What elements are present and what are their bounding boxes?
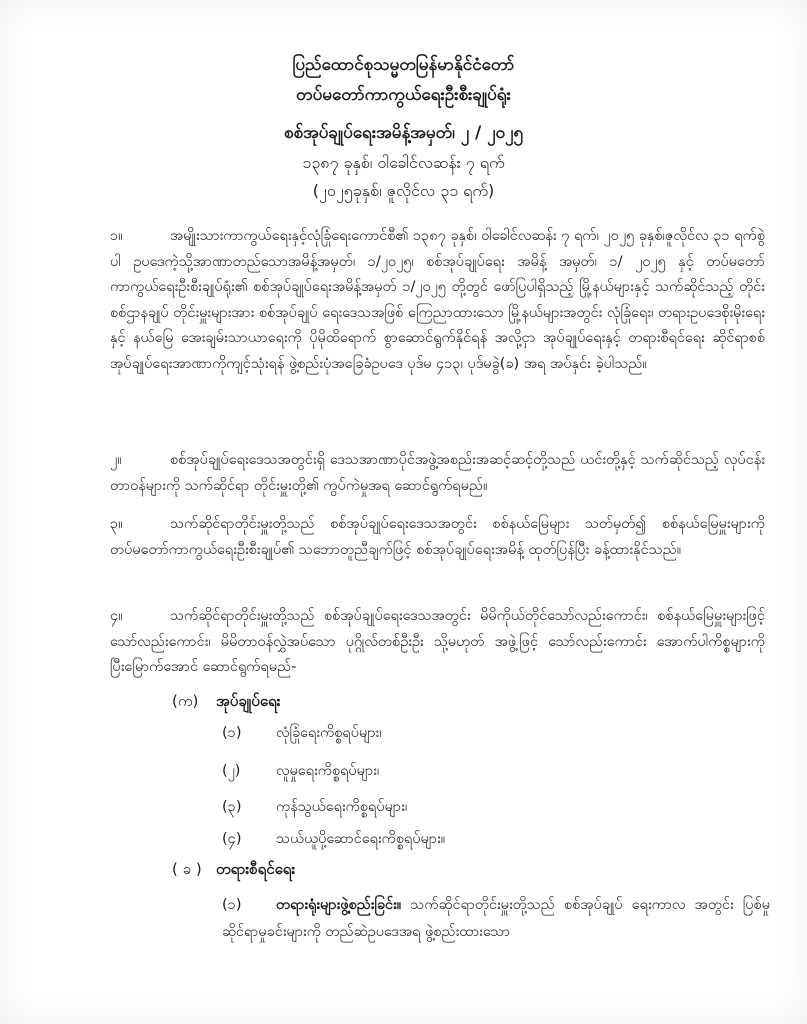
item-number: (၁) xyxy=(222,725,242,741)
paragraph-number: ၄။ xyxy=(110,608,123,624)
date-gregorian: (၂၀၂၅ခုနှစ်၊ ဇူလိုင်လ ၃၁ ရက်) xyxy=(312,181,495,200)
item-text: သယ်ယူပို့ဆောင်ရေးကိစ္စရပ်များ။ xyxy=(276,831,446,847)
list-item xyxy=(222,762,379,783)
order-title: စစ်အုပ်ချုပ်ရေးအမိန့်အမှတ်၊ ၂ / ၂၀၂၅ xyxy=(284,123,523,143)
paragraph-3 xyxy=(110,512,765,563)
item-number: (၂) xyxy=(222,763,241,779)
section-title: အုပ်ချုပ်ရေး xyxy=(216,692,281,710)
paragraph-text: အမျိုးသားကာကွယ်ရေးနှင့်လုံခြုံရေးကောင်စီ၏ ၁၃၈၇ ခုနှစ်၊ ဝါခေါင်လဆန်း ၇ ရက်၊ ၂၀၂၅ ခုနှစ်၊ဇူလိုင်လ ၃၁ ရက်စွဲပါ ဥပဒေကဲ့သို့အာဏာတည်သောအမိန့်အမှတ်၊ ၁/၂၀၂၅၊ စစ်အုပ်ချုပ်ရေး အမိန့် အမှတ်၊ ၁/ ၂၀၂၅ နှင့် တပ်မတော်ကာကွယ်ရေးဦးစီးချုပ်ရုံး၏ စစ်အုပ်ချုပ်ရေးအမိန့်အမှတ် ၁/၂၀၂၅ တို့တွင် ဖော်ပြပါရှိသည့် မြို့နယ်များနှင့် သက်ဆိုင်သည့် တိုင်းစစ်ဌာနချုပ် တိုင်းမှူးများအား စစ်အုပ်ချုပ် ရေးဒေသအဖြစ် ကြေညာထားသော မြို့နယ်များအတွင်း လုံခြုံရေး၊ တရားဥပဒေစိုးမိုးရေးနှင့် နယ်မြေ အေးချမ်းသာယာရေးကို ပိုမိုထိရောက် စွာဆောင်ရွက်နိုင်ရန် အလို့ငှာ အုပ်ချုပ်ရေးနှင့် တရားစီရင်ရေး ဆိုင်ရာစစ်အုပ်ချုပ်ရေးအာဏာကိုကျင့်သုံးရန် ဖွဲ့စည်းပုံအခြေခံဥပဒေ ပုဒ်မ ၄၁၃၊ ပုဒ်မခွဲ(ခ) အရ အပ်နှင်း ခဲ့ပါသည်။ xyxy=(110,228,765,372)
item-number: (၁) xyxy=(222,897,242,913)
item-text: သက်ဆိုင်ရာတိုင်းမှူးတို့သည် စစ်အုပ်ချုပ် ရေးကာလ အတွင်း ပြစ်မှုဆိုင်ရာမှုခင်းများကို တည်ဆဲဥပဒေအရ ဖွဲ့စည်းထားသော xyxy=(222,897,770,940)
header-country: ပြည်ထောင်စုသမ္မတမြန်မာနိုင်ငံတော် xyxy=(292,55,515,75)
item-number: (၄) xyxy=(222,831,242,847)
item-text: လုံခြုံရေးကိစ္စရပ်များ၊ xyxy=(276,725,382,741)
paragraph-2 xyxy=(110,448,765,499)
list-item xyxy=(222,798,407,819)
paragraph-text: သက်ဆိုင်ရာတိုင်းမှူးတို့သည် စစ်အုပ်ချုပ်ရေးဒေသအတွင်း စစ်နယ်မြေများ သတ်မှတ်၍ စစ်နယ်မြေမှူးများကို တပ်မတော်ကာကွယ်ရေးဦးစီးချုပ်၏ သဘောတူညီချက်ဖြင့် စစ်အုပ်ချုပ်ရေးအမိန့် ထုတ်ပြန်ပြီး ခန့်ထားနိုင်သည်။ xyxy=(110,516,765,558)
paragraph-number: ၂။ xyxy=(110,452,122,468)
item-text: လူမှုရေးကိစ္စရပ်များ၊ xyxy=(276,763,380,779)
item-lead: တရားရုံးများဖွဲ့စည်းခြင်း။ xyxy=(276,897,402,913)
paragraph-text: သက်ဆိုင်ရာတိုင်းမှူးတို့သည် စစ်အုပ်ချုပ်ရေးဒေသအတွင်း မိမိကိုယ်တိုင်သော်လည်းကောင်း၊ စစ်နယ်မြေမှူးများဖြင့်သော်လည်းကောင်း၊ မိမိတာဝန်လွှဲအပ်သော ပုဂ္ဂိုလ်တစ်ဦးဦး သို့မဟုတ် အဖွဲ့ဖြင့် သော်လည်းကောင်း အောက်ပါကိစ္စများကို ပြီးမြောက်အောင် ဆောင်ရွက်ရမည်- xyxy=(110,608,765,675)
header-office: တပ်မတော်ကာကွယ်ရေးဦးစီးချုပ်ရုံး xyxy=(296,85,511,105)
paragraph-number: ၁။ xyxy=(110,228,123,244)
paragraph-text: စစ်အုပ်ချုပ်ရေးဒေသအတွင်းရှိ ဒေသအာဏာပိုင်အဖွဲ့အစည်းအဆင့်ဆင့်တို့သည် ယင်းတို့နှင့် သက်ဆိုင်သည့် လုပ်ငန်းတာဝန်များကို သက်ဆိုင်ရာ တိုင်းမှူးတို့၏ ကွပ်ကဲမှုအရ ဆောင်ရွက်ရမည်။ xyxy=(110,452,765,494)
paragraph-number: ၃။ xyxy=(110,516,123,532)
item-text: ကုန်သွယ်ရေးကိစ္စရပ်များ၊ xyxy=(276,799,408,815)
list-item xyxy=(222,724,382,745)
section-mark: (က) xyxy=(172,692,199,710)
section-title: တရားစီရင်ရေး xyxy=(216,860,296,878)
list-item xyxy=(222,830,445,851)
item-number: (၃) xyxy=(222,799,242,815)
section-administration xyxy=(172,692,280,714)
section-mark: ( ခ ) xyxy=(172,860,202,878)
paragraph-1 xyxy=(110,224,765,377)
judiciary-item-1 xyxy=(222,892,770,946)
date-myanmar: ၁၃၈၇ ခုနှစ်၊ ဝါခေါင်လဆန်း ၇ ရက် xyxy=(302,153,505,172)
paragraph-4 xyxy=(110,604,765,681)
section-judiciary xyxy=(172,860,295,882)
